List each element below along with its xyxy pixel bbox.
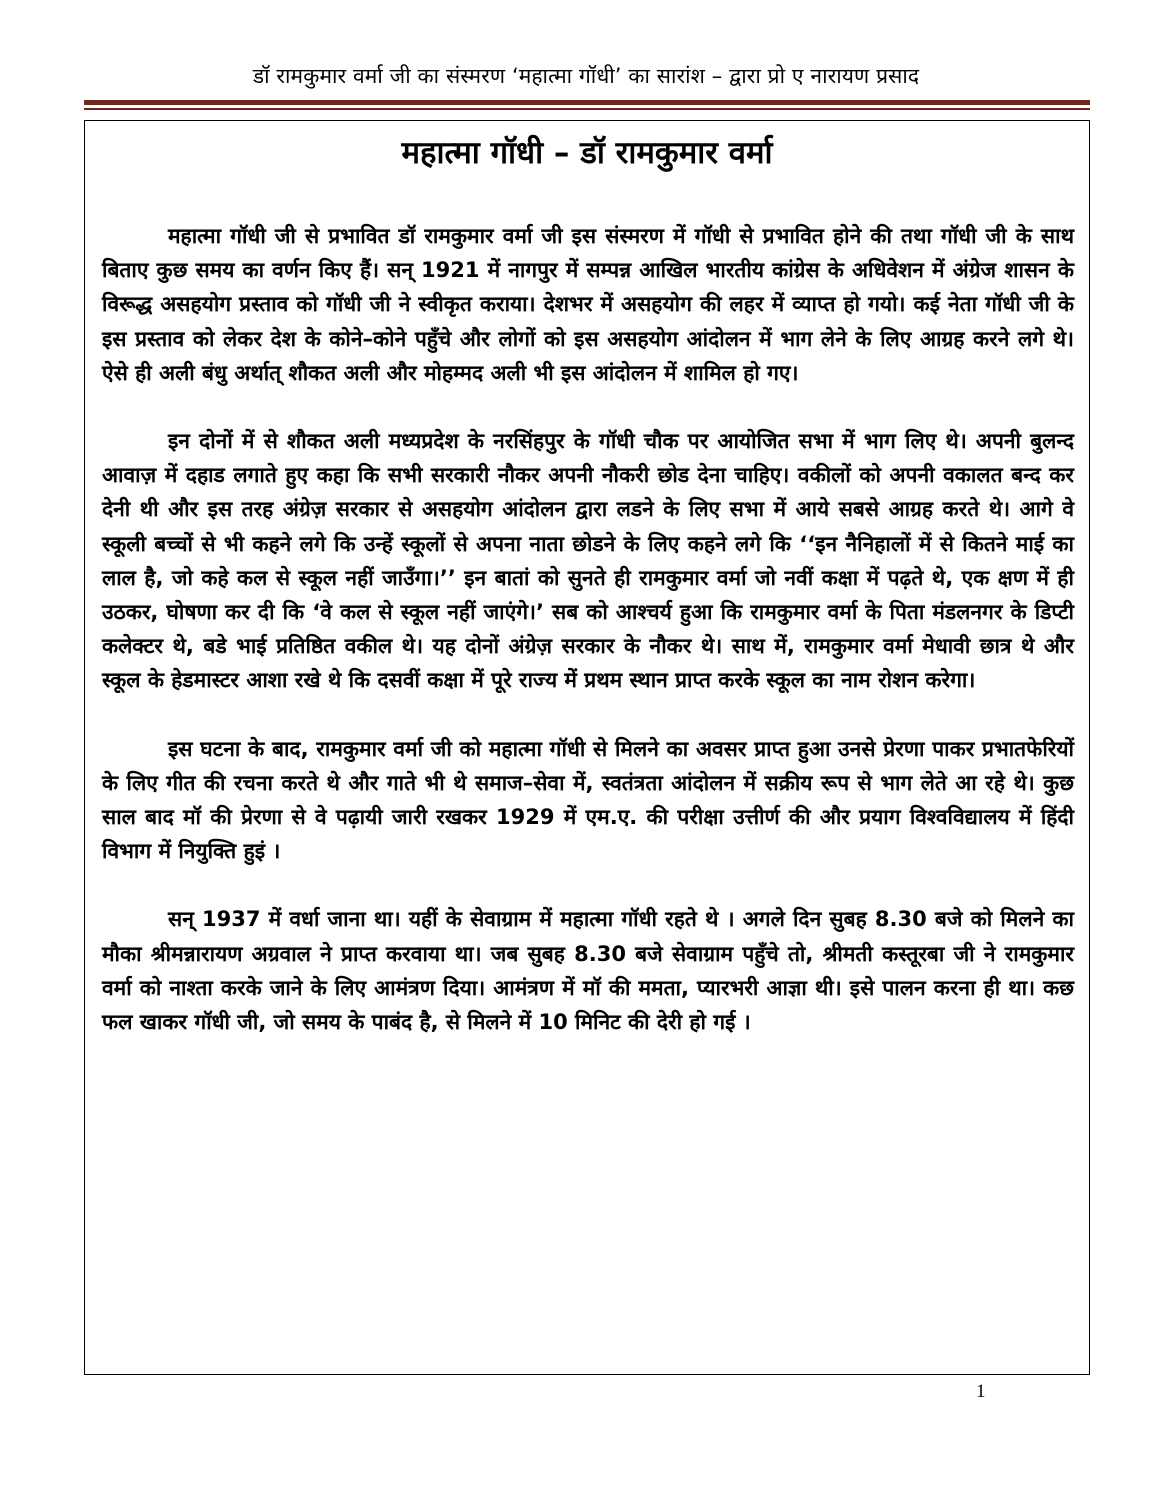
- paragraph-4: सन् 1937 में वर्धा जाना था। यहीं के सेवाग्राम में महात्मा गॉधी रहते थे । अगले दिन सुबह 8.30 बजे को मिलने का मौका श्रीमन्नारायण अग्रवाल ने प्राप्त करवाया था। जब सुबह 8.30 बजे सेवाग्राम पहुँचे तो, श्रीमती कस्तूरबा जी ने रामकुमार वर्मा को नाश्ता करके जाने के लिए आमंत्रण दिया। आमंत्रण में मॉ की ममता, प्यारभरी आज्ञा थी। इसे पालन करना ही था। कछ फल खाकर गॉधी जी, जो समय के पाबंद है, से मिलने में 10 मिनिट की देरी हो गई ।: [102, 907, 1074, 1035]
- paragraph-1: महात्मा गॉधी जी से प्रभावित डॉ रामकुमार वर्मा जी इस संस्मरण में गॉधी से प्रभावित होने की तथा गॉधी जी के साथ बिताए कुछ समय का वर्णन किए हैं। सन् 1921 में नागपुर में सम्पन्न आखिल भारतीय कांग्रेस के अधिवेशन में अंग्रेज शासन के विरूद्ध असहयोग प्रस्ताव को गॉधी जी ने स्वीकृत कराया। देशभर में असहयोग की लहर में व्याप्त हो गयो। कई नेता गॉधी जी के इस प्रस्ताव को लेकर देश के कोने–कोने पहुँचे और लोगों को इस असहयोग आंदोलन में भाग लेने के लिए आग्रह करने लगे थे। ऐसे ही अली बंधु अर्थात् शौकत अली और मोहम्मद अली भी इस आंदोलन में शामिल हो गए।: [102, 224, 1074, 385]
- header-rule-thick: [84, 100, 1090, 105]
- paragraph-3: इस घटना के बाद, रामकुमार वर्मा जी को महात्मा गॉधी से मिलने का अवसर प्राप्त हुआ उनसे प्रेरणा पाकर प्रभातफेरियों के लिए गीत की रचना करते थे और गाते भी थे समाज–सेवा में, स्वतंत्रता आंदोलन में सक्रीय रूप से भाग लेते आ रहे थे। कुछ साल बाद मॉ की प्रेरणा से वे पढ़ायी जारी रखकर 1929 में एम.ए. की परीक्षा उत्तीर्ण की और प्रयाग विश्वविद्यालय में हिंदी विभाग में नियुक्ति हुइं ।: [102, 736, 1074, 864]
- running-header: डॉ रामकुमार वर्मा जी का संस्मरण ‘महात्मा गॉधी’ का सारांश – द्वारा प्रो ए नारायण प्रसाद: [252, 64, 920, 88]
- content-box: [84, 120, 1090, 1375]
- page-number: 1: [976, 1381, 986, 1402]
- document-title: महात्मा गॉधी – डॉ रामकुमार वर्मा: [401, 135, 773, 171]
- header-rule-thin: [84, 108, 1090, 110]
- paragraph-2: इन दोनों में से शौकत अली मध्यप्रदेश के नरसिंहपुर के गॉधी चौक पर आयोजित सभा में भाग लिए थे। अपनी बुलन्द आवाज़ में दहाड लगाते हुए कहा कि सभी सरकारी नौकर अपनी नौकरी छोड देना चाहिए। वकीलों को अपनी वकालत बन्द कर देनी थी और इस तरह अंग्रेज़ सरकार से असहयोग आंदोलन द्वारा लडने के लिए सभा में आये सबसे आग्रह करते थे। आगे वे स्कूली बच्चों से भी कहने लगे कि उन्हें स्कूलों से अपना नाता छोडने के लिए कहने लगे कि ‘‘इन नैनिहालों में से कितने माई का लाल है, जो कहे कल से स्कूल नहीं जाउँगा।’’ इन बातां को सुनते ही रामकुमार वर्मा जो नवीं कक्षा में पढ़ते थे, एक क्षण में ही उठकर, घोषणा कर दी कि ‘वे कल से स्कूल नहीं जाएंगे।’ सब को आश्चर्य हुआ कि रामकुमार वर्मा के पिता मंडलनगर के डिप्टी कलेक्टर थे, बडे भाई प्रतिष्ठित वकील थे। यह दोनों अंग्रेज़ सरकार के नौकर थे। साथ में, रामकुमार वर्मा मेधावी छात्र थे और स्कूल के हेडमास्टर आशा रखे थे कि दसवीं कक्षा में पूरे राज्य में प्रथम स्थान प्राप्त करके स्कूल का नाम रोशन करेगा।: [102, 429, 1074, 693]
- body-text: [102, 219, 1074, 1073]
